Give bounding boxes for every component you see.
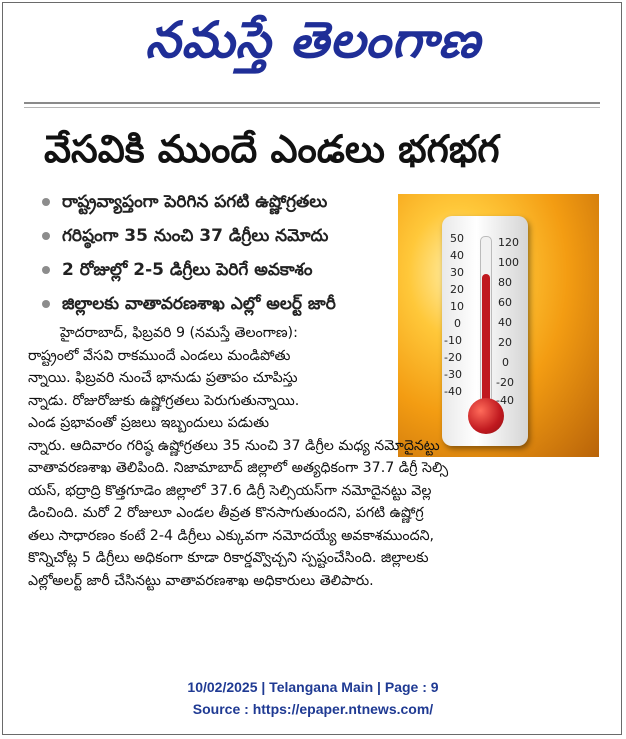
bullet-icon [42, 266, 50, 274]
article-body [28, 322, 596, 592]
body-line: న్నాడు. రోజురోజుకు ఉష్ణోగ్రతలు పెరుగుతున్నాయి. [28, 392, 300, 409]
scale-label-right: 100 [498, 256, 519, 269]
body-line: హైదరాబాద్, ఫిబ్రవరి 9 (నమస్తే తెలంగాణ): [60, 325, 298, 341]
bullet-icon [42, 198, 50, 206]
scale-label-left: 0 [454, 317, 461, 330]
bullet-text: 2 రోజుల్లో 2-5 డిగ్రీలు పెరిగే అవకాశం [62, 260, 313, 280]
scale-label-right: -40 [496, 394, 514, 407]
scale-label-left: 40 [450, 249, 464, 262]
bullet-icon [42, 300, 50, 308]
body-line: ఎండ ప్రభావంతో ప్రజలు ఇబ్బందులు పడుతు [28, 415, 270, 431]
scale-label-left: -20 [444, 351, 462, 364]
bullet-text: రాష్ట్రవ్యాప్తంగా పెరిగిన పగటి ఉష్ణోగ్రతలు [62, 192, 328, 212]
body-line: రాష్ట్రంలో వేసవి రాకముందే ఎండలు మండిపోతు [28, 347, 291, 364]
bullet-item [40, 222, 400, 256]
article-headline: వేసవికి ముందే ఎండలు భగభగ [44, 127, 500, 171]
body-line: డించింది. మరో 2 రోజులూ ఎండల తీవ్రత కొనసాగుతుందని, పగటి ఉష్ణోగ్ర [28, 505, 424, 521]
bullet-item [40, 290, 400, 324]
body-line: న్నారు. ఆదివారం గరిష్ఠ ఉష్ణోగ్రతలు 35 నుంచి 37 డిగ్రీల మధ్య నమోదైనట్టు [28, 437, 440, 454]
bullet-icon [42, 232, 50, 240]
body-line: యస్, భద్రాద్రి కొత్తగూడెం జిల్లాలో 37.6 డిగ్రీ సెల్సియస్‌గా నమోదైనట్టు వెల్ల [28, 482, 432, 499]
scale-label-left: 50 [450, 232, 464, 245]
masthead-divider [24, 102, 600, 104]
bullet-item [40, 256, 400, 290]
body-line: కొన్నిచోట్ల 5 డిగ్రీలు అధికంగా కూడా రికార్డవ్వొచ్చని స్పష్టంచేసింది. జిల్లాలకు [28, 550, 429, 566]
edition-info: 10/02/2025 | Telangana Main | Page : 9 [187, 679, 439, 695]
body-line: తలు సాధారణం కంటే 2-4 డిగ్రీలు ఎక్కువగా నమోదయ్యే అవకాశముందని, [28, 527, 435, 544]
scale-label-left: 10 [450, 300, 464, 313]
bullet-text: గరిష్ఠంగా 35 నుంచి 37 డిగ్రీలు నమోదు [62, 226, 329, 246]
scale-label-left: -30 [444, 368, 462, 381]
scale-label-left: -40 [444, 385, 462, 398]
scale-label-left: -10 [444, 334, 462, 347]
bullet-item [40, 188, 400, 222]
highlight-bullets [40, 188, 400, 324]
bullet-text: జిల్లాలకు వాతావరణశాఖ ఎల్లో అలర్ట్ జారీ [62, 294, 336, 314]
scale-label-right: 60 [498, 296, 512, 309]
body-line: వాతావరణశాఖ తెలిపింది. నిజామాబాద్ జిల్లాలో అత్యధికంగా 37.7 డిగ్రీ సెల్సి [28, 460, 449, 476]
masthead-divider-thin [24, 107, 600, 108]
scale-label-left: 30 [450, 266, 464, 279]
scale-label-right: -20 [496, 376, 514, 389]
scale-label-right: 20 [498, 336, 512, 349]
source-link[interactable]: Source : https://epaper.ntnews.com/ [192, 701, 434, 717]
scale-label-right: 40 [498, 316, 512, 329]
body-line: న్నాయి. ఫిబ్రవరి నుంచే భానుడు ప్రతాపం చూపిస్తు [28, 370, 298, 386]
scale-label-right: 120 [498, 236, 519, 249]
scale-label-right: 0 [502, 356, 509, 369]
newspaper-masthead: నమస్తే తెలంగాణ [145, 11, 481, 69]
scale-label-left: 20 [450, 283, 464, 296]
scale-label-right: 80 [498, 276, 512, 289]
body-line: ఎల్లోఅలర్ట్ జారీ చేసినట్టు వాతావరణశాఖ అధికారులు తెలిపారు. [28, 572, 374, 589]
